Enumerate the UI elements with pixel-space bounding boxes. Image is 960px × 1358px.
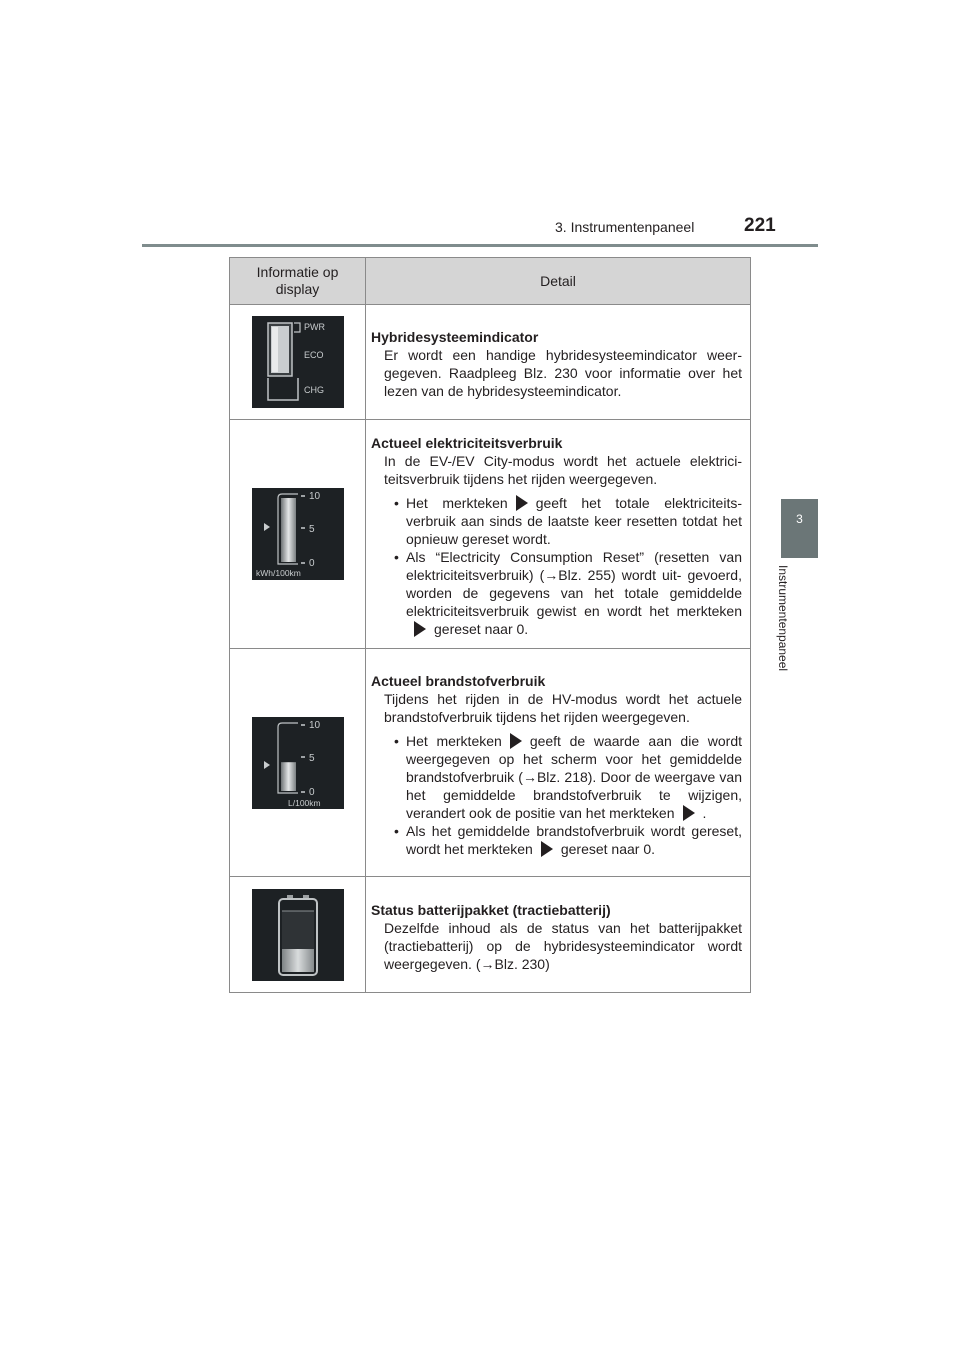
tick-label-10: 10	[308, 491, 320, 502]
gauge-label-chg: CHG	[303, 385, 324, 395]
battery-pack-icon	[252, 889, 344, 981]
entry-body: Tijdens het rijden in de HV-modus wordt het actuele brandstofverbruik tijdens het rijden weergegeven.	[384, 690, 742, 725]
marker-triangle-icon	[683, 805, 695, 821]
table-row	[230, 649, 751, 877]
image-cell	[230, 420, 366, 649]
table-row	[230, 305, 751, 420]
header-rule	[142, 244, 818, 247]
tick-label-0: 0	[308, 786, 315, 798]
marker-triangle-icon	[541, 841, 553, 857]
col-header-detail: Detail	[366, 258, 751, 305]
gauge-label-eco: ECO	[303, 350, 324, 360]
entry-title: Hybridesysteemindicator	[371, 329, 539, 345]
list-item: • Het merkteken geeft de waarde aan die wordt weergegeven op het scherm voor het gemiddelde brandstofverbruik (→Blz. 218). Door de weergave van het gemiddelde brandstofverbruik te wijzigen, verandert ook de positie van het merkteken .	[394, 732, 742, 822]
table-row	[230, 877, 751, 993]
marker-triangle-icon	[510, 733, 522, 749]
chapter-tab-label: Instrumentenpaneel	[776, 565, 790, 672]
image-cell	[230, 305, 366, 420]
detail-cell	[366, 877, 751, 993]
tick-label-5: 5	[308, 524, 315, 535]
hybrid-system-indicator-icon	[252, 316, 344, 408]
table-row	[230, 420, 751, 649]
marker-triangle-icon	[516, 495, 528, 511]
table-header-row	[230, 258, 751, 305]
entry-body: Dezelfde inhoud als de status van het batterijpakket (tractiebatterij) op de hybridesysteemindicator wordt weergegeven. (→Blz. 230)	[384, 919, 742, 972]
image-cell	[230, 649, 366, 877]
detail-cell	[366, 420, 751, 649]
electricity-consumption-gauge-icon	[252, 488, 344, 580]
list-item: • Als “Electricity Consumption Reset” (resetten van elektriciteitsverbruik) (→Blz. 255) wordt uit- gevoerd, worden de gegevens van het totale gemiddelde elektriciteitsverbruik gewist en wordt het merktekengereset naar 0.	[394, 548, 742, 638]
marker-triangle-icon	[414, 621, 426, 637]
fuel-level-bar	[281, 762, 296, 791]
list-item: • Het merkteken geeft het totale elektriciteits- verbruik aan sinds de laatste keer resetten totdat het opnieuw gereset wordt.	[394, 494, 742, 548]
col-header-display: Informatie op display	[230, 258, 366, 305]
entry-title: Status batterijpakket (tractiebatterij)	[371, 901, 611, 918]
bullet-list	[371, 494, 742, 638]
gauge-label-pwr: PWR	[303, 322, 325, 332]
tick-label-10: 10	[308, 719, 320, 731]
gauge-unit: kWh/100km	[255, 568, 301, 578]
gauge-unit: L/100km	[287, 797, 321, 808]
fuel-consumption-gauge-icon	[252, 717, 344, 809]
list-item: • Als het gemiddelde brandstofverbruik wordt gereset, wordt het merkteken gereset naar 0.	[394, 822, 742, 858]
entry-title: Actueel elektriciteitsverbruik	[371, 435, 563, 451]
image-cell	[230, 877, 366, 993]
entry-body: In de EV-/EV City-modus wordt het actuele elektrici- teitsverbruik tijdens het rijden weergegeven.	[384, 453, 742, 487]
detail-cell	[366, 305, 751, 420]
bullet-list	[371, 732, 742, 858]
entry-body: Er wordt een handige hybridesysteemindicator weer- gegeven. Raadpleeg Blz. 230 voor informatie over het lezen van de hybridesysteemindicator.	[384, 347, 742, 399]
tick-label-5: 5	[308, 752, 315, 764]
header-section-title: 3. Instrumentenpaneel	[555, 219, 695, 235]
page-number: 221	[744, 215, 776, 236]
tick-label-0: 0	[308, 558, 315, 569]
chapter-tab-number: 3	[796, 512, 803, 526]
info-table	[229, 257, 751, 993]
chapter-tab	[781, 499, 818, 558]
entry-title: Actueel brandstofverbruik	[371, 672, 546, 689]
detail-cell	[366, 649, 751, 877]
